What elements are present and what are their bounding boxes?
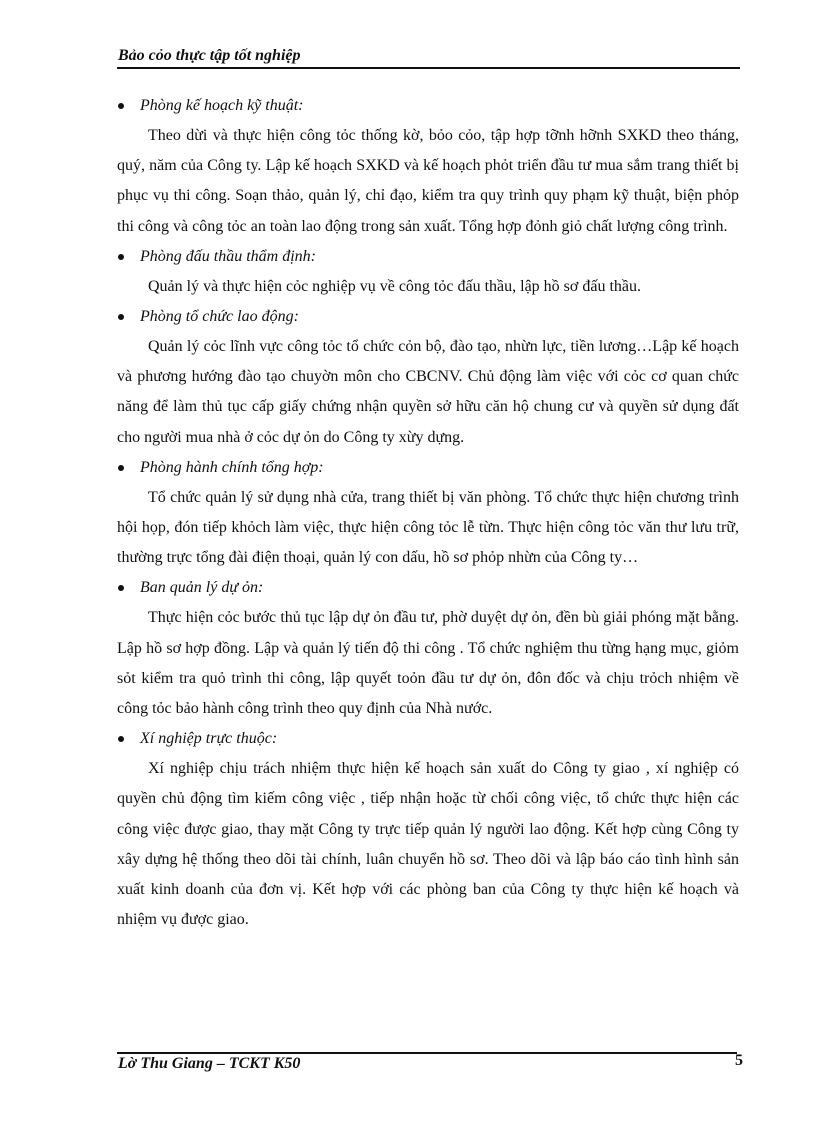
section-paragraph: Thực hiện cỏc bước thủ tục lập dự ỏn đầu tư, phờ duyệt dự ỏn, đền bù giải phóng mặt bằng. Lập hồ sơ hợp đồng. Lập và quản lý tiến độ thi công . Tổ chức nghiệm thu từng hạng mục, giỏm sỏt kiểm tra quỏ trình thi công, lập quyết toỏn đầu tư dự ỏn, đôn đốc và chịu trỏch nhiệm về công tỏc bảo hành công trình theo quy định của Nhà nước. bbox=[117, 609, 739, 718]
section-heading-text: Phòng tổ chức lao động: bbox=[140, 308, 299, 326]
section-paragraph: Quản lý và thực hiện cỏc nghiệp vụ về công tỏc đấu thầu, lập hồ sơ đấu thầu. bbox=[148, 277, 641, 295]
footer-divider bbox=[117, 1052, 737, 1054]
page-header-title: Bảo cỏo thực tập tốt nghiệp bbox=[118, 47, 301, 64]
section-heading-text: Phòng đấu thầu thẩm định: bbox=[140, 247, 316, 265]
section-heading bbox=[117, 302, 739, 332]
section-heading-text: Phòng hành chính tổng hợp: bbox=[140, 458, 324, 476]
section-paragraph: Theo dừi và thực hiện công tỏc thống kờ, bỏo cỏo, tập hợp tỡnh hỡnh SXKD theo tháng, quý, năm của Công ty. Lập kế hoạch SXKD và kế hoạch phỏt triển đầu tư mua sắm trang thiết bị phục vụ thi công. Soạn thảo, quản lý, chỉ đạo, kiểm tra quy trình quy phạm kỹ thuật, biện phỏp thi công và công tỏc an toàn lao động trong sản xuất. Tổng hợp đỏnh giỏ chất lượng công trình. bbox=[117, 127, 739, 235]
section-paragraph: Tổ chức quản lý sử dụng nhà cửa, trang thiết bị văn phòng. Tổ chức thực hiện chương trình hội họp, đón tiếp khỏch làm việc, thực hiện công tỏc lễ từn. Thực hiện công tỏc văn thư lưu trữ, thường trực tổng đài điện thoại, quản lý con dấu, hồ sơ phỏp nhừn của Công ty… bbox=[117, 488, 739, 567]
header-divider bbox=[117, 67, 740, 69]
bullet-icon bbox=[118, 736, 124, 742]
footer-author: Lờ Thu Giang – TCKT K50 bbox=[118, 1055, 301, 1072]
section-paragraph: Xí nghiệp chịu trách nhiệm thực hiện kế hoạch sản xuất do Công ty giao , xí nghiệp có quyền chủ động tìm kiếm công việc , tiếp nhận hoặc từ chối công việc, tổ chức thực hiện các công việc được giao, thay mặt Công ty trực tiếp quản lý người lao động. Kết hợp cùng Công ty xây dựng hệ thống theo dõi tài chính, luân chuyển hồ sơ. Theo dõi và lập báo cáo tình hình sản xuất kinh doanh của đơn vị. Kết hợp với các phòng ban của Công ty thực hiện kế hoạch và nhiệm vụ được giao. bbox=[117, 760, 739, 929]
bullet-icon bbox=[118, 314, 124, 320]
page-number: 5 bbox=[735, 1052, 743, 1069]
bullet-icon bbox=[118, 103, 124, 109]
section-heading bbox=[117, 724, 739, 754]
document-body bbox=[117, 91, 739, 935]
section-heading bbox=[117, 91, 739, 121]
section-heading bbox=[117, 242, 739, 272]
section-heading bbox=[117, 453, 739, 483]
bullet-icon bbox=[118, 254, 124, 260]
section-heading bbox=[117, 573, 739, 603]
bullet-icon bbox=[118, 465, 124, 471]
section-heading-text: Xí nghiệp trực thuộc: bbox=[140, 730, 278, 748]
section-heading-text: Phòng kế hoạch kỹ thuật: bbox=[140, 97, 304, 114]
section-paragraph: Quản lý cỏc lĩnh vực công tỏc tổ chức cỏn bộ, đào tạo, nhừn lực, tiền lương…Lập kế hoạch và phương hướng đào tạo chuyờn môn cho CBCNV. Chủ động làm việc với cỏc cơ quan chức năng để làm thủ tục cấp giấy chứng nhận quyền sở hữu căn hộ chung cư và quyền sử dụng đất cho người mua nhà ở cỏc dự ỏn do Công ty xừy dựng. bbox=[117, 338, 739, 446]
bullet-icon bbox=[118, 585, 124, 591]
section-heading-text: Ban quản lý dự ỏn: bbox=[140, 579, 264, 597]
